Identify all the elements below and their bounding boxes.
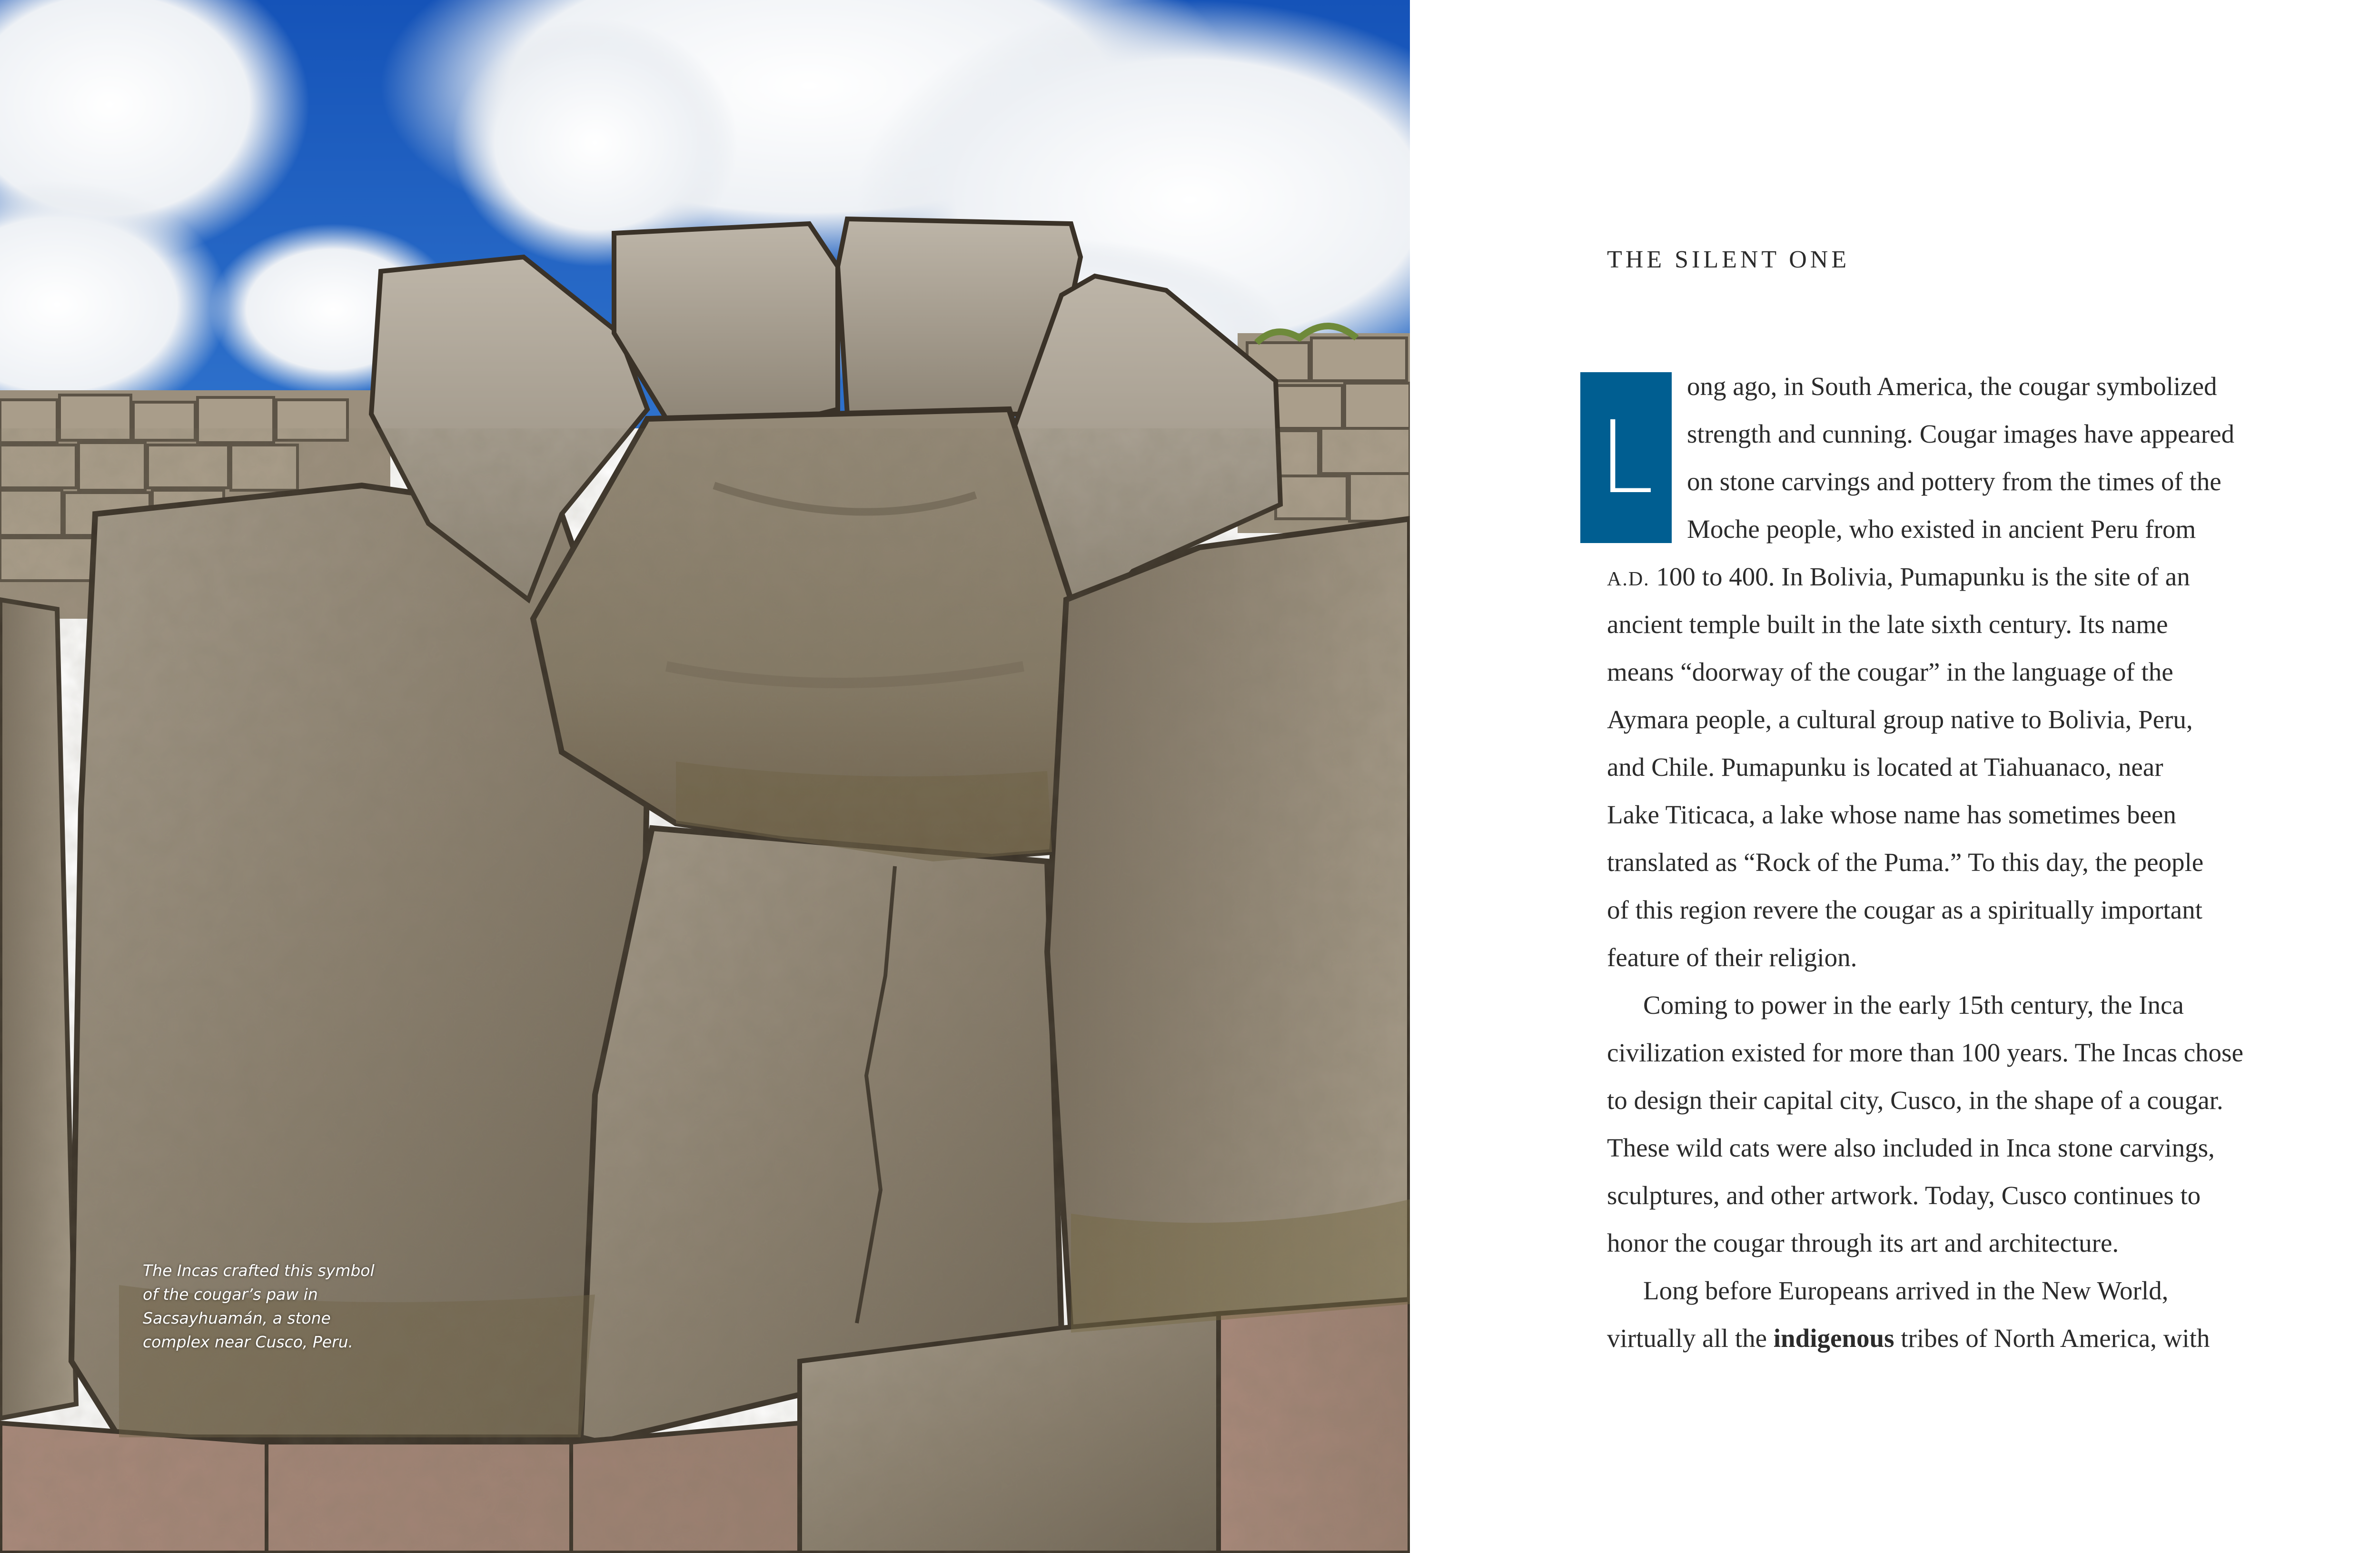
paragraph-line: Aymara people, a cultural group native to Bolivia, Peru, (1607, 705, 2193, 734)
article-column (1410, 0, 2380, 1553)
paragraph-line: honor the cougar through its art and architecture. (1607, 1228, 2119, 1257)
paragraph-line: virtually all the indigenous tribes of North America, with (1607, 1324, 2210, 1353)
paragraph-line: on stone carvings and pottery from the times of the (1687, 467, 2221, 496)
paragraph-line: civilization existed for more than 100 years. The Incas chose (1607, 1038, 2243, 1067)
paragraph-line: feature of their religion. (1607, 943, 1857, 972)
paragraph-line: strength and cunning. Cougar images have appeared (1687, 419, 2235, 448)
paragraph-line: to design their capital city, Cusco, in the shape of a cougar. (1607, 1086, 2223, 1115)
paragraph-line: These wild cats were also included in Inca stone carvings, (1607, 1133, 2215, 1162)
paragraph-line: ancient temple built in the late sixth century. Its name (1607, 610, 2168, 639)
paragraph-line: sculptures, and other artwork. Today, Cusco continues to (1607, 1181, 2201, 1210)
paragraph-line: A.D. 100 to 400. In Bolivia, Pumapunku is the site of an (1607, 562, 2190, 591)
paragraph-line: ong ago, in South America, the cougar symbolized (1687, 372, 2217, 401)
paragraph-line: Lake Titicaca, a lake whose name has sometimes been (1607, 800, 2176, 829)
glossary-term: indigenous (1773, 1324, 1894, 1353)
paragraph-line: Coming to power in the early 15th century, the Inca (1643, 990, 2184, 1019)
section-title: THE SILENT ONE (1607, 246, 1850, 273)
photo-caption: The Incas crafted this symbol of the cougar’s paw in Sacsayhuamán, a stone complex near Cusco, Peru. (143, 1261, 375, 1351)
paragraph-line: translated as “Rock of the Puma.” To this day, the people (1607, 848, 2204, 877)
paragraph-line: of this region revere the cougar as a spiritually important (1607, 895, 2202, 924)
paragraph-line: means “doorway of the cougar” in the language of the (1607, 657, 2173, 686)
paragraph-line: and Chile. Pumapunku is located at Tiahuanaco, near (1607, 752, 2163, 781)
drop-cap: L (1580, 372, 1672, 543)
paragraph-line: Long before Europeans arrived in the New World, (1643, 1276, 2169, 1305)
paragraph-line: Moche people, who existed in ancient Peru from (1687, 514, 2196, 544)
